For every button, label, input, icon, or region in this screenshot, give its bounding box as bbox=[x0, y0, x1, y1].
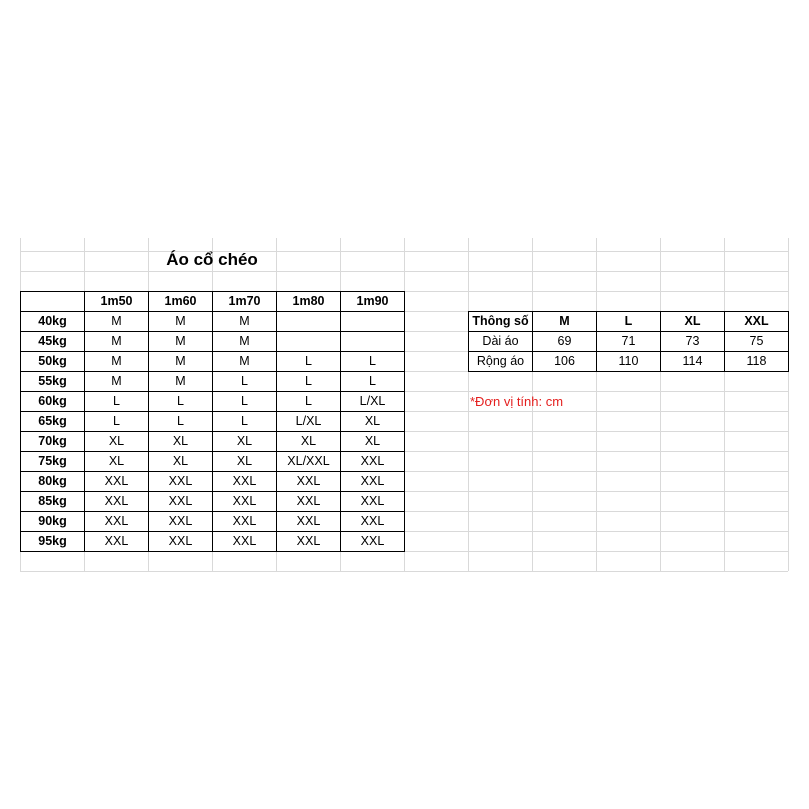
table-row bbox=[21, 392, 405, 412]
table-row bbox=[21, 512, 405, 532]
unit-note: *Đơn vị tính: cm bbox=[470, 394, 564, 409]
weight-label: 40kg bbox=[21, 312, 85, 332]
table-row bbox=[21, 312, 405, 332]
size-cell: L bbox=[277, 392, 341, 412]
size-cell: M bbox=[213, 332, 277, 352]
spec-header: L bbox=[597, 312, 661, 332]
size-cell: XXL bbox=[341, 512, 405, 532]
size-cell: L bbox=[85, 392, 149, 412]
size-cell: M bbox=[149, 312, 213, 332]
size-cell: XL bbox=[341, 432, 405, 452]
size-cell: XL bbox=[85, 432, 149, 452]
spec-value: 110 bbox=[597, 352, 661, 372]
weight-label: 45kg bbox=[21, 332, 85, 352]
table-row bbox=[21, 492, 405, 512]
size-cell bbox=[277, 332, 341, 352]
size-cell: XXL bbox=[85, 512, 149, 532]
weight-label: 70kg bbox=[21, 432, 85, 452]
size-cell: M bbox=[149, 372, 213, 392]
size-cell: XXL bbox=[213, 472, 277, 492]
table-row bbox=[21, 372, 405, 392]
size-cell: XL bbox=[85, 452, 149, 472]
size-cell: XXL bbox=[149, 512, 213, 532]
table-row bbox=[21, 432, 405, 452]
size-cell: XL bbox=[149, 432, 213, 452]
spec-value: 71 bbox=[597, 332, 661, 352]
spec-table bbox=[468, 311, 789, 372]
spec-value: 118 bbox=[725, 352, 789, 372]
height-header: 1m70 bbox=[213, 292, 277, 312]
spec-value: 75 bbox=[725, 332, 789, 352]
size-header-row bbox=[21, 292, 405, 312]
size-cell: XXL bbox=[85, 532, 149, 552]
spec-label: Rộng áo bbox=[469, 352, 533, 372]
size-cell: L bbox=[85, 412, 149, 432]
size-cell: M bbox=[213, 352, 277, 372]
size-cell: XXL bbox=[213, 492, 277, 512]
size-cell: XXL bbox=[341, 452, 405, 472]
weight-label: 50kg bbox=[21, 352, 85, 372]
weight-label: 85kg bbox=[21, 492, 85, 512]
table-row bbox=[21, 352, 405, 372]
size-table bbox=[20, 291, 405, 552]
weight-label: 90kg bbox=[21, 512, 85, 532]
size-cell: XXL bbox=[277, 512, 341, 532]
spec-label: Dài áo bbox=[469, 332, 533, 352]
size-cell: XXL bbox=[277, 532, 341, 552]
table-row bbox=[21, 532, 405, 552]
size-cell: XXL bbox=[341, 472, 405, 492]
table-row bbox=[21, 332, 405, 352]
size-cell: M bbox=[85, 372, 149, 392]
spec-value: 73 bbox=[661, 332, 725, 352]
height-header: 1m50 bbox=[85, 292, 149, 312]
size-cell: L bbox=[213, 372, 277, 392]
size-cell: XXL bbox=[277, 472, 341, 492]
height-header: 1m90 bbox=[341, 292, 405, 312]
size-cell: L bbox=[277, 372, 341, 392]
size-cell bbox=[277, 312, 341, 332]
spec-header: XXL bbox=[725, 312, 789, 332]
size-cell: M bbox=[85, 312, 149, 332]
size-cell: L bbox=[277, 352, 341, 372]
size-cell: M bbox=[85, 332, 149, 352]
size-cell: XL/XXL bbox=[277, 452, 341, 472]
spec-value: 69 bbox=[533, 332, 597, 352]
size-cell: XXL bbox=[213, 512, 277, 532]
table-row bbox=[469, 352, 789, 372]
height-header: 1m60 bbox=[149, 292, 213, 312]
spec-value: 114 bbox=[661, 352, 725, 372]
table-row bbox=[469, 332, 789, 352]
weight-label: 60kg bbox=[21, 392, 85, 412]
size-cell: L bbox=[341, 352, 405, 372]
size-cell: XL bbox=[341, 412, 405, 432]
size-cell: L bbox=[149, 392, 213, 412]
size-cell: XXL bbox=[213, 532, 277, 552]
weight-label: 75kg bbox=[21, 452, 85, 472]
weight-label: 65kg bbox=[21, 412, 85, 432]
size-cell: M bbox=[213, 312, 277, 332]
spec-header-row bbox=[469, 312, 789, 332]
size-cell bbox=[341, 312, 405, 332]
size-cell: L/XL bbox=[277, 412, 341, 432]
spec-header: M bbox=[533, 312, 597, 332]
size-cell: XXL bbox=[85, 492, 149, 512]
table-row bbox=[21, 412, 405, 432]
size-cell: XXL bbox=[149, 492, 213, 512]
size-cell: M bbox=[149, 332, 213, 352]
spec-header: Thông số bbox=[469, 312, 533, 332]
size-cell bbox=[341, 332, 405, 352]
size-cell: L bbox=[213, 412, 277, 432]
size-cell: L/XL bbox=[341, 392, 405, 412]
size-cell: XXL bbox=[149, 472, 213, 492]
size-cell: XXL bbox=[85, 472, 149, 492]
page-title: Áo cổ chéo bbox=[166, 250, 258, 269]
table-row bbox=[21, 472, 405, 492]
weight-label: 80kg bbox=[21, 472, 85, 492]
size-cell: M bbox=[85, 352, 149, 372]
size-cell: XXL bbox=[341, 532, 405, 552]
size-cell: XXL bbox=[277, 492, 341, 512]
size-cell: XXL bbox=[149, 532, 213, 552]
spec-header: XL bbox=[661, 312, 725, 332]
size-cell: L bbox=[149, 412, 213, 432]
size-cell: XL bbox=[213, 432, 277, 452]
weight-label: 95kg bbox=[21, 532, 85, 552]
height-header: 1m80 bbox=[277, 292, 341, 312]
size-cell: L bbox=[213, 392, 277, 412]
table-row bbox=[21, 452, 405, 472]
size-cell: L bbox=[341, 372, 405, 392]
size-cell: XXL bbox=[341, 492, 405, 512]
spec-value: 106 bbox=[533, 352, 597, 372]
size-cell: XL bbox=[149, 452, 213, 472]
size-cell: M bbox=[149, 352, 213, 372]
height-header bbox=[21, 292, 85, 312]
size-cell: XL bbox=[213, 452, 277, 472]
weight-label: 55kg bbox=[21, 372, 85, 392]
size-cell: XL bbox=[277, 432, 341, 452]
